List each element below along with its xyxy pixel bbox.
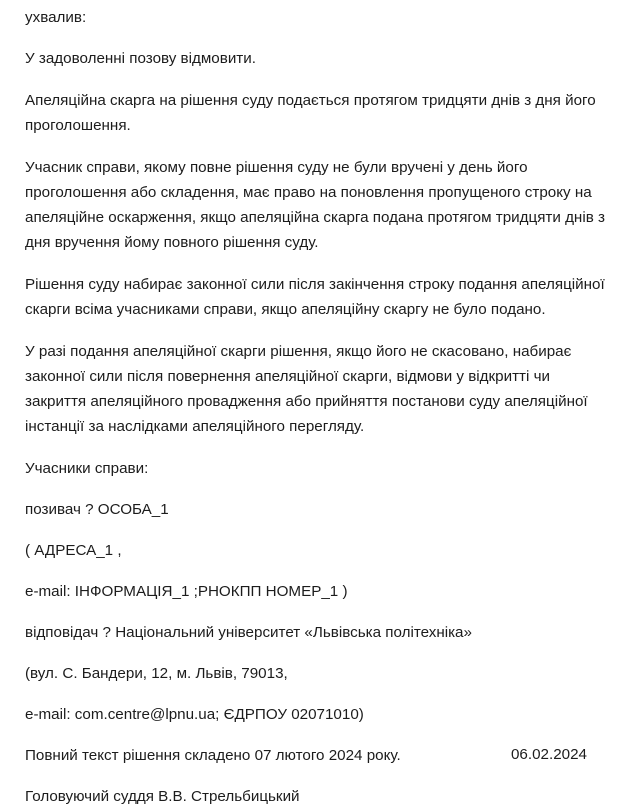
defendant-contact-line: e-mail: com.centre@lpnu.ua; ЄДРПОУ 02071010) [25, 706, 364, 723]
decision-resolution: У задоволенні позову відмовити. [25, 50, 256, 67]
plaintiff-contact-line: e-mail: ІНФОРМАЦІЯ_1 ;РНОКПП НОМЕР_1 ) [25, 583, 348, 600]
decision-heading: ухвалив: [25, 9, 87, 26]
plaintiff-line: позивач ? ОСОБА_1 [25, 501, 169, 518]
appeal-deadline-paragraph: Апеляційна скарга на рішення суду подається протягом тридцяти днів з дня його проголошення. [25, 92, 596, 134]
defendant-address-line: (вул. С. Бандери, 12, м. Львів, 79013, [25, 665, 288, 682]
defendant-line: відповідач ? Національний університет «Львівська політехніка» [25, 624, 472, 641]
court-decision-document [25, 5, 610, 809]
appeal-renewal-paragraph: Учасник справи, якому повне рішення суду не були вручені у день його проголошення або складення, має право на поновлення пропущеного строку на апеляційне оскарження, якщо апеляційна скарга подана протягом тридцяти днів з дня вручення йому повного рішення суду. [25, 159, 605, 251]
presiding-judge-line: Головуючий суддя В.В. Стрельбицький [25, 788, 300, 805]
full-text-date-line: Повний текст рішення складено 07 лютого 2024 року. [25, 747, 401, 764]
document-date: 06.02.2024 [510, 746, 587, 763]
legal-force-after-appeal-paragraph: У разі подання апеляційної скарги рішення, якщо його не скасовано, набирає законної сили після повернення апеляційної скарги, відмови у відкритті чи закриття апеляційного провадження або прийняття постанови суду апеляційної інстанції за наслідками апеляційного перегляду. [25, 343, 588, 435]
legal-force-paragraph: Рішення суду набирає законної сили після закінчення строку подання апеляційної скарги всіма учасниками справи, якщо апеляційну скаргу не було подано. [25, 276, 605, 318]
plaintiff-address-line: ( АДРЕСА_1 , [25, 542, 122, 559]
participants-heading: Учасники справи: [25, 460, 149, 477]
